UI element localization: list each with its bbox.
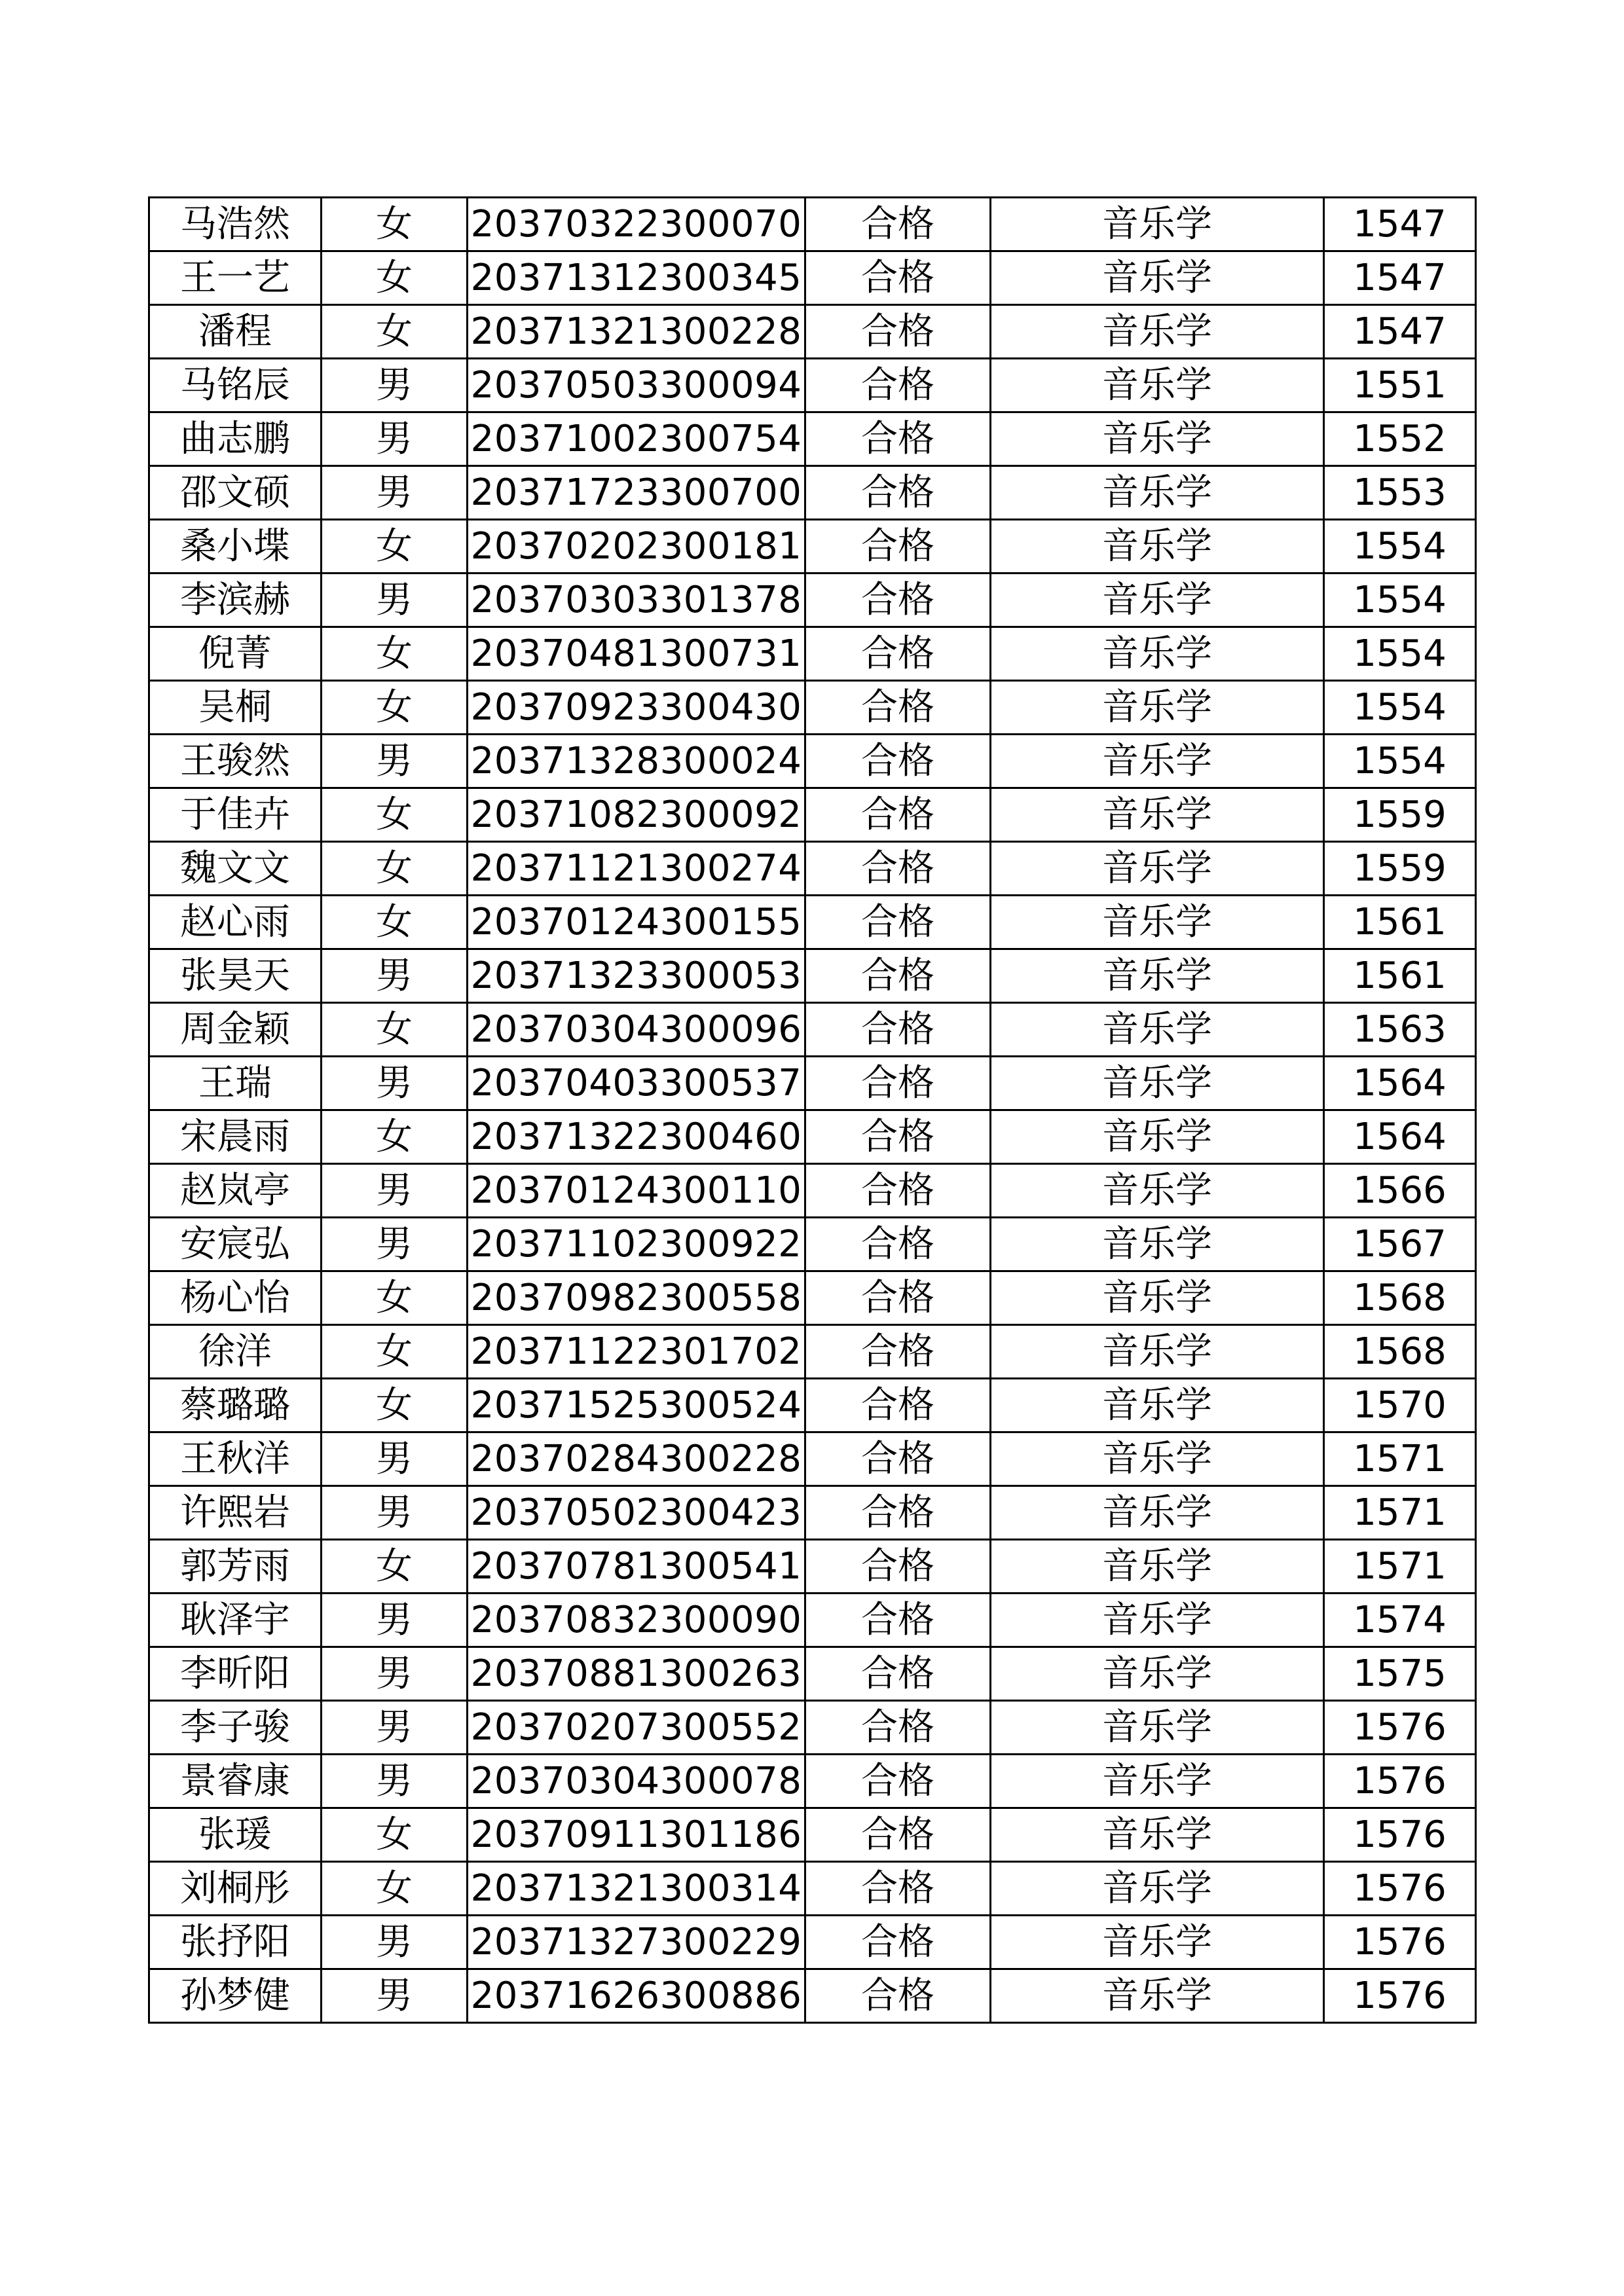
score-cell: 1561 (1324, 949, 1476, 1003)
table-row (149, 1325, 1476, 1379)
major-cell: 音乐学 (991, 1432, 1324, 1486)
student-name-cell: 桑小堞 (149, 520, 322, 574)
status-cell: 合格 (805, 1003, 991, 1057)
gender-cell: 男 (322, 949, 468, 1003)
student-name-cell: 郭芳雨 (149, 1540, 322, 1594)
gender-cell: 女 (322, 1808, 468, 1862)
exam-id-cell: 20370124300110 (468, 1164, 805, 1218)
student-name-cell: 许熙岩 (149, 1486, 322, 1540)
score-cell: 1563 (1324, 1003, 1476, 1057)
table-row (149, 1647, 1476, 1701)
major-cell: 音乐学 (991, 198, 1324, 251)
major-cell: 音乐学 (991, 949, 1324, 1003)
gender-cell: 男 (322, 359, 468, 412)
results-table-body (149, 198, 1476, 2023)
student-name-cell: 耿泽宇 (149, 1594, 322, 1647)
table-row (149, 788, 1476, 842)
table-row (149, 412, 1476, 466)
major-cell: 音乐学 (991, 1540, 1324, 1594)
exam-id-cell: 20371122301702 (468, 1325, 805, 1379)
score-cell: 1574 (1324, 1594, 1476, 1647)
major-cell: 音乐学 (991, 842, 1324, 896)
exam-id-cell: 20371321300228 (468, 305, 805, 359)
major-cell: 音乐学 (991, 896, 1324, 949)
student-name-cell: 宋晨雨 (149, 1110, 322, 1164)
results-sheet (148, 196, 1463, 2024)
major-cell: 音乐学 (991, 1003, 1324, 1057)
table-row (149, 520, 1476, 574)
status-cell: 合格 (805, 1969, 991, 2023)
exam-id-cell: 20370982300558 (468, 1271, 805, 1325)
table-row (149, 359, 1476, 412)
student-name-cell: 王一艺 (149, 251, 322, 305)
table-row (149, 1969, 1476, 2023)
table-row (149, 1808, 1476, 1862)
status-cell: 合格 (805, 466, 991, 520)
gender-cell: 女 (322, 520, 468, 574)
exam-id-cell: 20370322300070 (468, 198, 805, 251)
table-row (149, 251, 1476, 305)
exam-id-cell: 20371002300754 (468, 412, 805, 466)
table-row (149, 681, 1476, 735)
gender-cell: 男 (322, 1486, 468, 1540)
student-name-cell: 李滨赫 (149, 574, 322, 627)
exam-id-cell: 20370124300155 (468, 896, 805, 949)
major-cell: 音乐学 (991, 1594, 1324, 1647)
gender-cell: 女 (322, 305, 468, 359)
exam-id-cell: 20370303301378 (468, 574, 805, 627)
status-cell: 合格 (805, 1325, 991, 1379)
gender-cell: 女 (322, 1540, 468, 1594)
exam-id-cell: 20370481300731 (468, 627, 805, 681)
status-cell: 合格 (805, 735, 991, 788)
score-cell: 1566 (1324, 1164, 1476, 1218)
status-cell: 合格 (805, 251, 991, 305)
gender-cell: 女 (322, 681, 468, 735)
table-row (149, 1110, 1476, 1164)
major-cell: 音乐学 (991, 1701, 1324, 1755)
major-cell: 音乐学 (991, 1916, 1324, 1969)
exam-id-cell: 20371323300053 (468, 949, 805, 1003)
exam-id-cell: 20370503300094 (468, 359, 805, 412)
major-cell: 音乐学 (991, 1486, 1324, 1540)
status-cell: 合格 (805, 1432, 991, 1486)
status-cell: 合格 (805, 788, 991, 842)
student-name-cell: 张抒阳 (149, 1916, 322, 1969)
major-cell: 音乐学 (991, 412, 1324, 466)
student-name-cell: 李子骏 (149, 1701, 322, 1755)
score-cell: 1559 (1324, 788, 1476, 842)
gender-cell: 女 (322, 627, 468, 681)
exam-id-cell: 20370781300541 (468, 1540, 805, 1594)
exam-id-cell: 20371327300229 (468, 1916, 805, 1969)
score-cell: 1576 (1324, 1916, 1476, 1969)
student-name-cell: 于佳卉 (149, 788, 322, 842)
gender-cell: 男 (322, 1594, 468, 1647)
major-cell: 音乐学 (991, 1862, 1324, 1916)
student-name-cell: 倪菁 (149, 627, 322, 681)
exam-id-cell: 20371723300700 (468, 466, 805, 520)
exam-id-cell: 20371525300524 (468, 1379, 805, 1432)
student-name-cell: 周金颖 (149, 1003, 322, 1057)
major-cell: 音乐学 (991, 305, 1324, 359)
exam-id-cell: 20371082300092 (468, 788, 805, 842)
score-cell: 1564 (1324, 1110, 1476, 1164)
major-cell: 音乐学 (991, 1110, 1324, 1164)
gender-cell: 女 (322, 251, 468, 305)
major-cell: 音乐学 (991, 1969, 1324, 2023)
status-cell: 合格 (805, 1808, 991, 1862)
score-cell: 1568 (1324, 1271, 1476, 1325)
major-cell: 音乐学 (991, 1164, 1324, 1218)
student-name-cell: 魏文文 (149, 842, 322, 896)
status-cell: 合格 (805, 359, 991, 412)
score-cell: 1561 (1324, 896, 1476, 949)
status-cell: 合格 (805, 1594, 991, 1647)
exam-id-cell: 20370403300537 (468, 1057, 805, 1110)
table-row (149, 842, 1476, 896)
gender-cell: 女 (322, 1325, 468, 1379)
status-cell: 合格 (805, 1057, 991, 1110)
gender-cell: 男 (322, 1969, 468, 2023)
major-cell: 音乐学 (991, 466, 1324, 520)
score-cell: 1575 (1324, 1647, 1476, 1701)
exam-id-cell: 20370832300090 (468, 1594, 805, 1647)
gender-cell: 女 (322, 198, 468, 251)
gender-cell: 男 (322, 735, 468, 788)
table-row (149, 574, 1476, 627)
score-cell: 1554 (1324, 574, 1476, 627)
student-name-cell: 王秋洋 (149, 1432, 322, 1486)
status-cell: 合格 (805, 1271, 991, 1325)
table-row (149, 896, 1476, 949)
major-cell: 音乐学 (991, 251, 1324, 305)
score-cell: 1571 (1324, 1486, 1476, 1540)
status-cell: 合格 (805, 1862, 991, 1916)
gender-cell: 女 (322, 1271, 468, 1325)
student-name-cell: 徐洋 (149, 1325, 322, 1379)
status-cell: 合格 (805, 574, 991, 627)
student-name-cell: 吴桐 (149, 681, 322, 735)
major-cell: 音乐学 (991, 627, 1324, 681)
gender-cell: 男 (322, 1916, 468, 1969)
student-name-cell: 王瑞 (149, 1057, 322, 1110)
results-table (148, 196, 1477, 2024)
score-cell: 1559 (1324, 842, 1476, 896)
table-row (149, 198, 1476, 251)
score-cell: 1547 (1324, 198, 1476, 251)
status-cell: 合格 (805, 1164, 991, 1218)
exam-id-cell: 20370207300552 (468, 1701, 805, 1755)
exam-id-cell: 20370284300228 (468, 1432, 805, 1486)
table-row (149, 1271, 1476, 1325)
gender-cell: 男 (322, 1701, 468, 1755)
score-cell: 1576 (1324, 1969, 1476, 2023)
student-name-cell: 安宸弘 (149, 1218, 322, 1271)
exam-id-cell: 20370304300078 (468, 1755, 805, 1808)
exam-id-cell: 20370502300423 (468, 1486, 805, 1540)
table-row (149, 627, 1476, 681)
score-cell: 1551 (1324, 359, 1476, 412)
table-row (149, 1862, 1476, 1916)
student-name-cell: 王骏然 (149, 735, 322, 788)
exam-id-cell: 20371312300345 (468, 251, 805, 305)
status-cell: 合格 (805, 1379, 991, 1432)
table-row (149, 1916, 1476, 1969)
exam-id-cell: 20371626300886 (468, 1969, 805, 2023)
major-cell: 音乐学 (991, 1271, 1324, 1325)
exam-id-cell: 20371321300314 (468, 1862, 805, 1916)
major-cell: 音乐学 (991, 1379, 1324, 1432)
major-cell: 音乐学 (991, 1808, 1324, 1862)
score-cell: 1547 (1324, 251, 1476, 305)
score-cell: 1564 (1324, 1057, 1476, 1110)
status-cell: 合格 (805, 842, 991, 896)
score-cell: 1547 (1324, 305, 1476, 359)
score-cell: 1554 (1324, 627, 1476, 681)
student-name-cell: 赵岚亭 (149, 1164, 322, 1218)
score-cell: 1568 (1324, 1325, 1476, 1379)
table-row (149, 1701, 1476, 1755)
gender-cell: 男 (322, 1432, 468, 1486)
major-cell: 音乐学 (991, 1057, 1324, 1110)
table-row (149, 1486, 1476, 1540)
exam-id-cell: 20370881300263 (468, 1647, 805, 1701)
table-row (149, 949, 1476, 1003)
score-cell: 1553 (1324, 466, 1476, 520)
gender-cell: 女 (322, 896, 468, 949)
status-cell: 合格 (805, 1701, 991, 1755)
major-cell: 音乐学 (991, 788, 1324, 842)
table-row (149, 1057, 1476, 1110)
exam-id-cell: 20370911301186 (468, 1808, 805, 1862)
score-cell: 1554 (1324, 681, 1476, 735)
status-cell: 合格 (805, 896, 991, 949)
exam-id-cell: 20370202300181 (468, 520, 805, 574)
status-cell: 合格 (805, 1916, 991, 1969)
major-cell: 音乐学 (991, 359, 1324, 412)
status-cell: 合格 (805, 1486, 991, 1540)
student-name-cell: 赵心雨 (149, 896, 322, 949)
gender-cell: 男 (322, 574, 468, 627)
status-cell: 合格 (805, 305, 991, 359)
status-cell: 合格 (805, 1540, 991, 1594)
gender-cell: 男 (322, 1057, 468, 1110)
student-name-cell: 孙梦健 (149, 1969, 322, 2023)
score-cell: 1570 (1324, 1379, 1476, 1432)
exam-id-cell: 20370304300096 (468, 1003, 805, 1057)
student-name-cell: 景睿康 (149, 1755, 322, 1808)
status-cell: 合格 (805, 949, 991, 1003)
major-cell: 音乐学 (991, 520, 1324, 574)
status-cell: 合格 (805, 627, 991, 681)
table-row (149, 466, 1476, 520)
gender-cell: 男 (322, 466, 468, 520)
score-cell: 1576 (1324, 1862, 1476, 1916)
status-cell: 合格 (805, 1110, 991, 1164)
status-cell: 合格 (805, 681, 991, 735)
student-name-cell: 曲志鹏 (149, 412, 322, 466)
table-row (149, 305, 1476, 359)
student-name-cell: 马浩然 (149, 198, 322, 251)
student-name-cell: 李昕阳 (149, 1647, 322, 1701)
status-cell: 合格 (805, 520, 991, 574)
table-row (149, 1540, 1476, 1594)
student-name-cell: 潘程 (149, 305, 322, 359)
gender-cell: 女 (322, 1862, 468, 1916)
table-row (149, 1003, 1476, 1057)
exam-id-cell: 20371322300460 (468, 1110, 805, 1164)
score-cell: 1554 (1324, 735, 1476, 788)
student-name-cell: 邵文硕 (149, 466, 322, 520)
exam-id-cell: 20371121300274 (468, 842, 805, 896)
gender-cell: 女 (322, 1379, 468, 1432)
status-cell: 合格 (805, 1218, 991, 1271)
exam-id-cell: 20371328300024 (468, 735, 805, 788)
status-cell: 合格 (805, 198, 991, 251)
gender-cell: 女 (322, 842, 468, 896)
table-row (149, 1218, 1476, 1271)
student-name-cell: 张昊天 (149, 949, 322, 1003)
gender-cell: 男 (322, 412, 468, 466)
gender-cell: 男 (322, 1164, 468, 1218)
gender-cell: 女 (322, 1003, 468, 1057)
major-cell: 音乐学 (991, 681, 1324, 735)
table-row (149, 1164, 1476, 1218)
gender-cell: 男 (322, 1647, 468, 1701)
student-name-cell: 刘桐彤 (149, 1862, 322, 1916)
exam-id-cell: 20371102300922 (468, 1218, 805, 1271)
score-cell: 1576 (1324, 1701, 1476, 1755)
table-row (149, 1594, 1476, 1647)
score-cell: 1567 (1324, 1218, 1476, 1271)
status-cell: 合格 (805, 1755, 991, 1808)
gender-cell: 男 (322, 1218, 468, 1271)
student-name-cell: 杨心怡 (149, 1271, 322, 1325)
exam-id-cell: 20370923300430 (468, 681, 805, 735)
status-cell: 合格 (805, 412, 991, 466)
score-cell: 1571 (1324, 1432, 1476, 1486)
gender-cell: 女 (322, 788, 468, 842)
status-cell: 合格 (805, 1647, 991, 1701)
score-cell: 1576 (1324, 1808, 1476, 1862)
major-cell: 音乐学 (991, 1755, 1324, 1808)
major-cell: 音乐学 (991, 574, 1324, 627)
student-name-cell: 马铭辰 (149, 359, 322, 412)
gender-cell: 男 (322, 1755, 468, 1808)
student-name-cell: 蔡璐璐 (149, 1379, 322, 1432)
table-row (149, 735, 1476, 788)
major-cell: 音乐学 (991, 1218, 1324, 1271)
table-row (149, 1379, 1476, 1432)
table-row (149, 1432, 1476, 1486)
score-cell: 1554 (1324, 520, 1476, 574)
score-cell: 1576 (1324, 1755, 1476, 1808)
score-cell: 1552 (1324, 412, 1476, 466)
major-cell: 音乐学 (991, 735, 1324, 788)
major-cell: 音乐学 (991, 1325, 1324, 1379)
student-name-cell: 张瑗 (149, 1808, 322, 1862)
major-cell: 音乐学 (991, 1647, 1324, 1701)
score-cell: 1571 (1324, 1540, 1476, 1594)
table-row (149, 1755, 1476, 1808)
gender-cell: 女 (322, 1110, 468, 1164)
